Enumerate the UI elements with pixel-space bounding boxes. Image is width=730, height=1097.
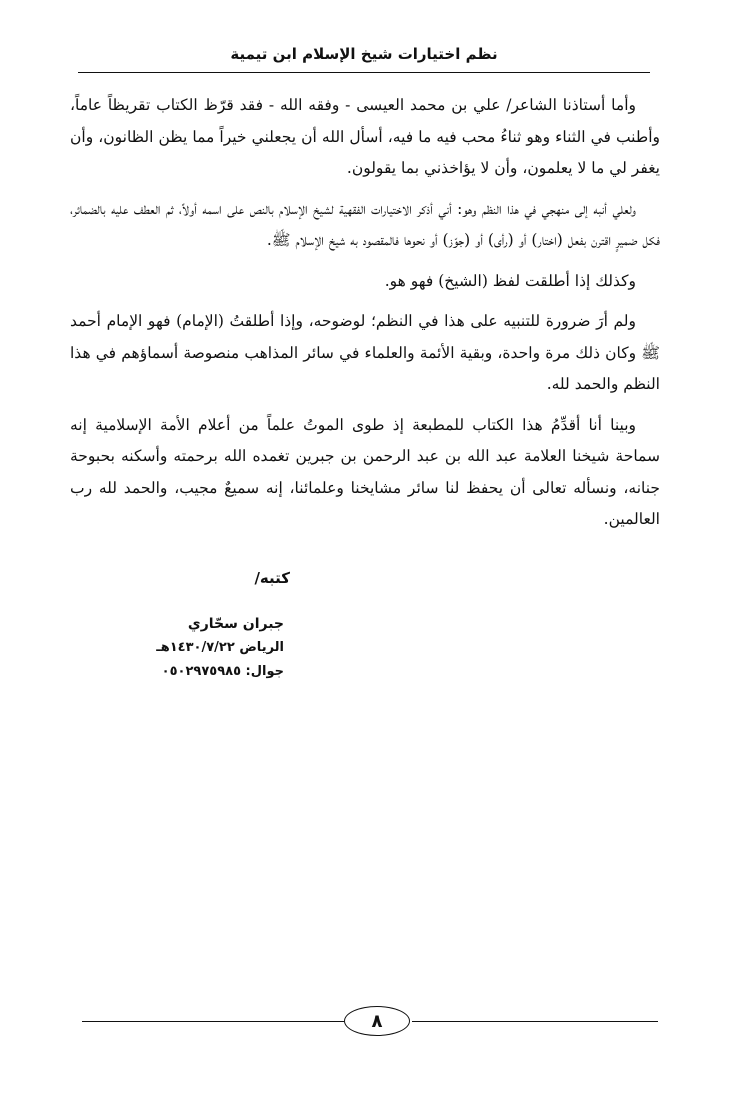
paragraph-4: ولم أرَ ضرورة للتنبيه على هذا في النظم؛ لوضوحه، وإذا أطلقتُ (الإمام) فهو الإمام أحمد ﷺ وكان ذلك مرة واحدة، وبقية الأئمة والعلماء في سائر المذاهب منصوصة أسماؤهم في هذا النظم والحمد لله. <box>70 312 660 393</box>
body-text <box>70 90 660 545</box>
signature-block <box>150 566 350 684</box>
mobile-number: جوال: ٠٥٠٢٩٧٥٩٨٥ <box>161 664 284 679</box>
paragraph-1: وأما أستاذنا الشاعر/ علي بن محمد العيسى - وفقه الله - فقد قرّظ الكتاب تقريظاً عاماً، وأطنب في الثناء وهو ثناءُ محب فيه ما فيه، أسأل الله أن يجعلني خيراً مما يظن الظانون، وأن يغفر لي ما لا يعلمون، وأن لا يؤاخذني بما يقولون. <box>70 96 660 177</box>
paragraph-2: ولعلي أنبه إلى منهجي في هذا النظم وهو: أني أذكر الاختيارات الفقهية لشيخ الإسلام بالنص على اسمه أولاً، ثم العطف عليه بالضمائر، فكل ضميرٍ اقترن بفعل (اختار) أو (رأى) أو (جوّز) أو نحوها فالمقصود به شيخ الإسلام ﷺ. <box>70 199 660 249</box>
page-number: ٨ <box>344 1006 410 1036</box>
footer-divider-left <box>82 1021 344 1022</box>
place-date: الرياض ١٤٣٠/٧/٢٢هـ <box>156 640 284 655</box>
paragraph-5: وبينا أنا أقدِّمُ هذا الكتاب للمطبعة إذ طوى الموتُ علماً من أعلام الأمة الإسلامية إنه سماحة شيخنا العلامة عبد الله بن عبد الرحمن بن جبرين تغمده الله برحمته وأسكنه بحبوحة جنانه، ونسأله تعالى أن يحفظ لنا سائر مشايخنا وعلمائنا، إنه سميعٌ مجيب، والحمد لله رب العالمين. <box>70 415 660 528</box>
running-header: نظم اختيارات شيخ الإسلام ابن تيمية <box>230 45 498 63</box>
paragraph-3: وكذلك إذا أطلقت لفظ (الشيخ) فهو هو. <box>384 271 636 290</box>
author-name: جبران سحّاري <box>187 616 284 632</box>
footer-divider-right <box>412 1021 658 1022</box>
header-divider <box>78 72 650 73</box>
signature-wrote-label: كتبه/ <box>254 569 290 587</box>
